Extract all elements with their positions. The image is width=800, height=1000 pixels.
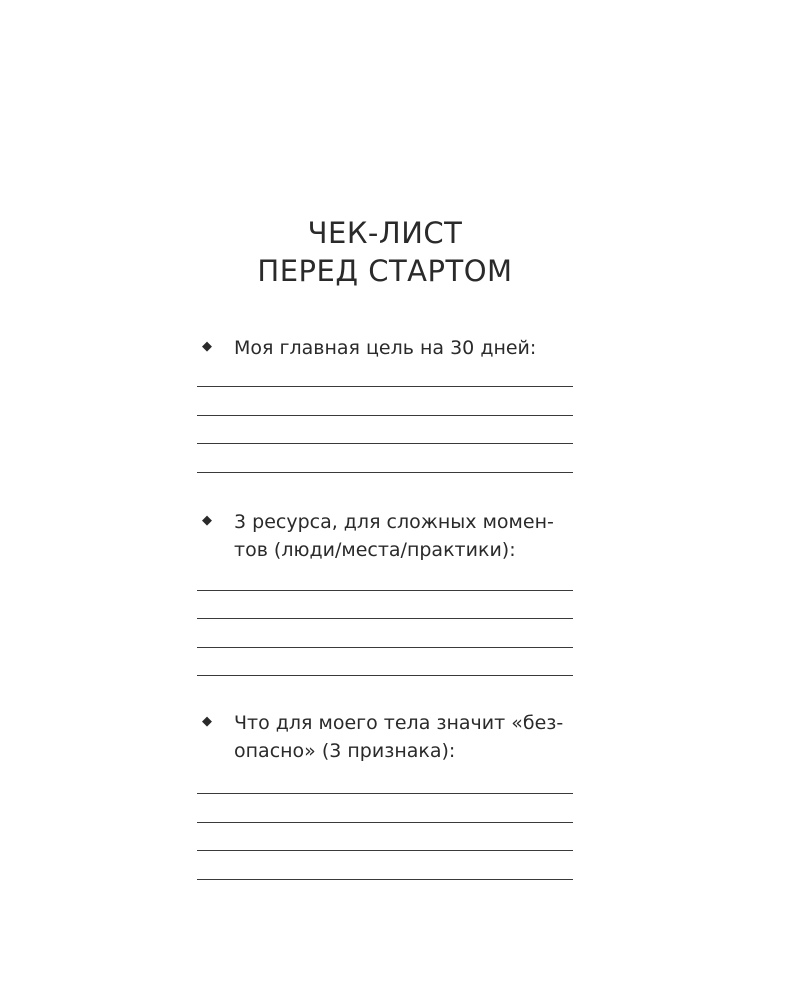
answer-line[interactable] — [197, 879, 573, 880]
diamond-bullet-icon: ◆ — [202, 513, 212, 528]
checklist-item-text-line: Моя главная цель на 30 дней: — [234, 337, 537, 359]
checklist-item-text-line: опасно» (3 признака): — [234, 740, 456, 762]
answer-line[interactable] — [197, 386, 573, 387]
answer-line[interactable] — [197, 590, 573, 591]
answer-line[interactable] — [197, 647, 573, 648]
answer-line[interactable] — [197, 850, 573, 851]
checklist-item-text — [234, 334, 577, 362]
checklist-item-text-line: тов (люди/места/практики): — [234, 539, 516, 561]
answer-line[interactable] — [197, 822, 573, 823]
page-title — [0, 214, 770, 290]
checklist-item-text — [234, 709, 577, 765]
diamond-bullet-icon: ◆ — [202, 339, 212, 354]
checklist-item-text-line: 3 ресурса, для сложных момен- — [234, 511, 554, 533]
answer-line[interactable] — [197, 472, 573, 473]
page-title-line-1: ЧЕК-ЛИСТ — [307, 216, 463, 250]
answer-line[interactable] — [197, 675, 573, 676]
answer-line[interactable] — [197, 443, 573, 444]
checklist-item-row — [197, 709, 577, 765]
diamond-bullet-icon: ◆ — [202, 714, 212, 729]
checklist-item-resources — [197, 508, 577, 564]
checklist-item-row — [197, 508, 577, 564]
answer-line[interactable] — [197, 415, 573, 416]
checklist-item-text — [234, 508, 577, 564]
answer-line[interactable] — [197, 793, 573, 794]
checklist-item-goal — [197, 334, 577, 362]
checklist-item-text-line: Что для моего тела значит «без- — [234, 712, 564, 734]
checklist-item-safety — [197, 709, 577, 765]
checklist-item-row — [197, 334, 577, 362]
page-title-line-2: ПЕРЕД СТАРТОМ — [257, 254, 513, 288]
answer-line[interactable] — [197, 618, 573, 619]
